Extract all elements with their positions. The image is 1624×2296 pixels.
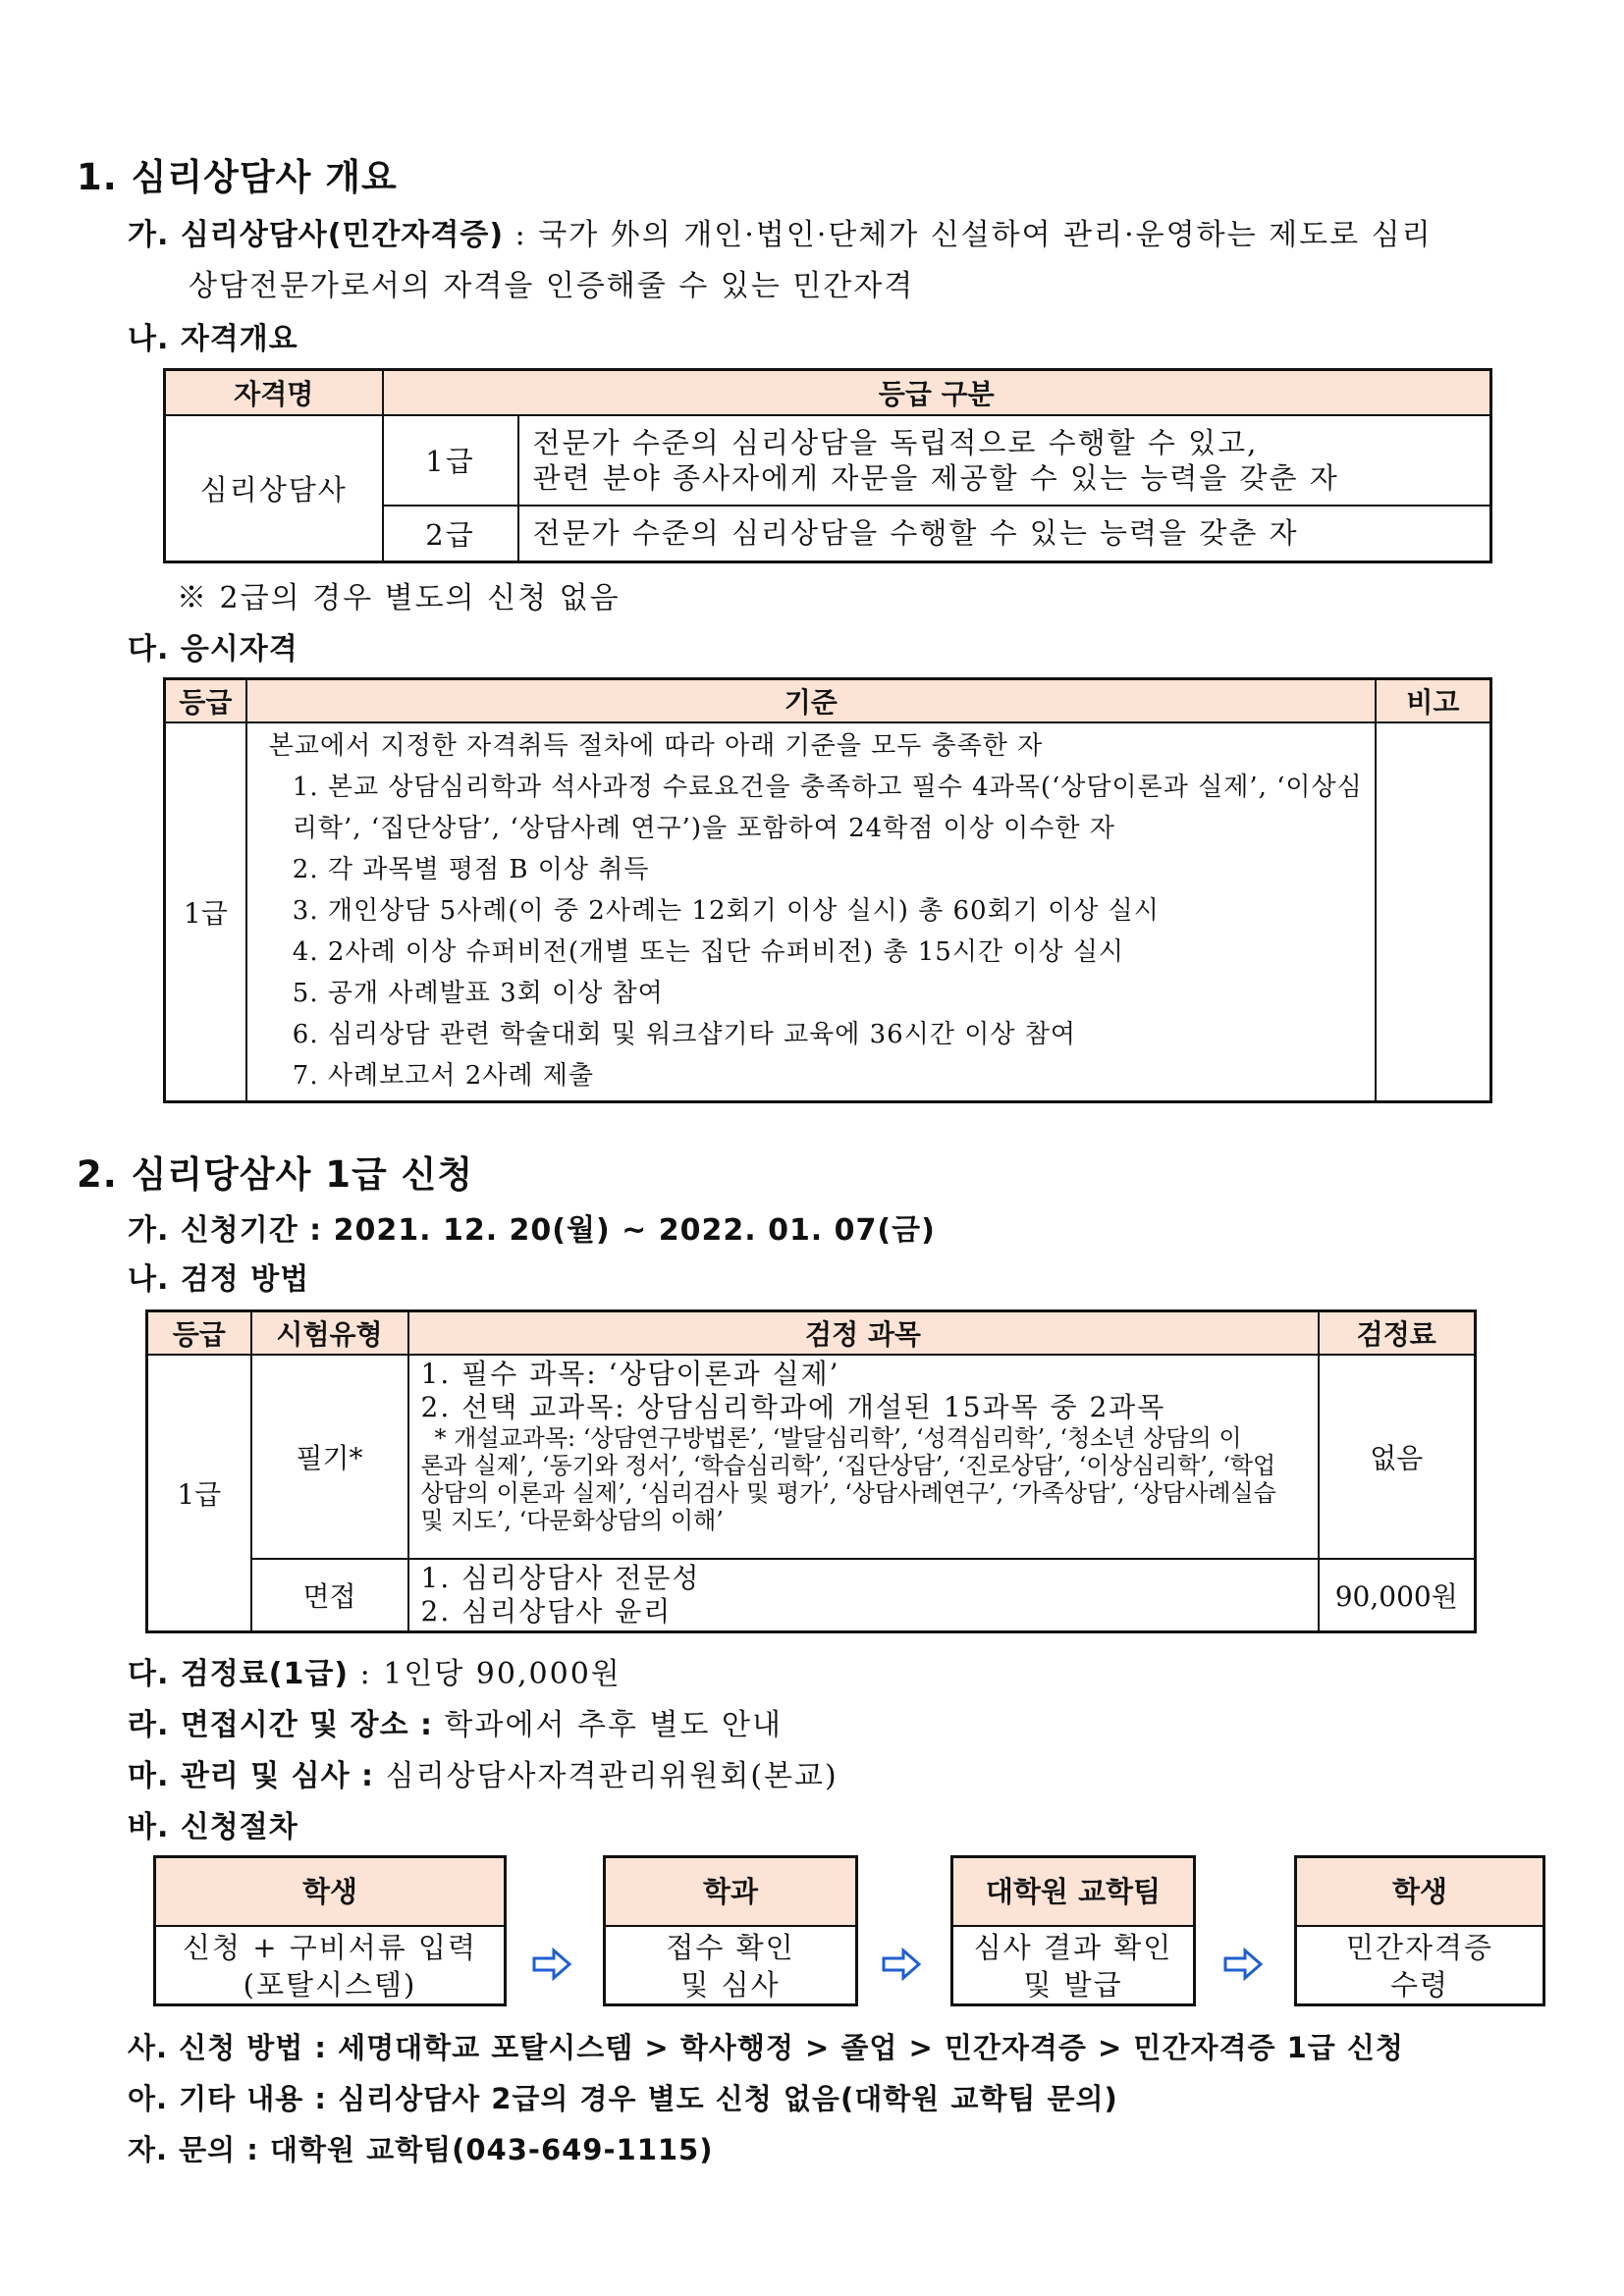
interview-info-label: 라. 면접시간 및 장소 :: [128, 1708, 434, 1742]
interview-exam-fee: 90,000원: [1319, 1559, 1476, 1632]
grade-1-desc-line-2: 관련 분야 종사자에게 자문을 제공할 수 있는 능력을 갖춘 자: [532, 460, 1339, 495]
contact-info: 자. 문의 : 대학원 교학팀(043-649-1115): [128, 2133, 714, 2166]
flow-step-3: [950, 1855, 1196, 2006]
grade-2-cell: 2급: [383, 506, 518, 562]
flow-step-3-title: 대학원 교학팀: [953, 1858, 1193, 1927]
written-subject-2: 2. 선택 교과목: 상담심리학과에 개설된 15과목 중 2과목: [420, 1390, 1166, 1423]
other-info: 아. 기타 내용 : 심리상담사 2급의 경우 별도 신청 없음(대학원 교학팀 문의): [128, 2082, 1118, 2115]
item-ga: [128, 210, 1433, 253]
criteria-item-2: 2. 각 과목별 평점 B 이상 취득: [292, 854, 650, 884]
criteria-item-1a: 1. 본교 상담심리학과 석사과정 수료요건을 충족하고 필수 4과목(‘상담이론과 실제’, ‘이상심: [292, 772, 1363, 802]
criteria-item-6: 6. 심리상담 관련 학술대회 및 워크샵기타 교육에 36시간 이상 참여: [292, 1019, 1076, 1049]
qualification-overview-table: [163, 368, 1492, 563]
qualification-name-cell: 심리상담사: [165, 415, 383, 562]
criteria-item-1b: 리학’, ‘집단상담’, ‘상담사례 연구’)을 포함하여 24학점 이상 이수한 자: [292, 813, 1115, 843]
flow-step-3-line-2: 및 발급: [1023, 1968, 1123, 2002]
eligibility-criteria-cell: [246, 722, 1376, 1102]
table-header-exam-fee: 검정료: [1319, 1311, 1476, 1355]
flow-step-4-title: 학생: [1297, 1858, 1543, 1927]
written-subject-1: 1. 필수 과목: ‘상담이론과 실제’: [420, 1357, 840, 1390]
eligibility-remarks-cell: [1376, 722, 1491, 1102]
section-2-title: 2. 심리당삼사 1급 신청: [77, 1153, 474, 1196]
flow-step-1: [153, 1855, 507, 2006]
interview-subject-2: 2. 심리상담사 윤리: [420, 1594, 673, 1628]
criteria-item-4: 4. 2사례 이상 슈퍼비전(개별 또는 집단 슈퍼비전) 총 15시간 이상 실시: [292, 936, 1125, 967]
written-exam-subjects: [408, 1355, 1319, 1559]
written-exam-fee: 없음: [1319, 1355, 1476, 1559]
flow-step-3-line-1: 심사 결과 확인: [973, 1931, 1173, 1964]
interview-info-text: 학과에서 추후 별도 안내: [433, 1708, 783, 1742]
item-interview-info: [128, 1700, 783, 1743]
flow-step-2: [603, 1855, 858, 2006]
criteria-item-7: 7. 사례보고서 2사례 제출: [292, 1060, 594, 1091]
flow-step-2-line-1: 접수 확인: [666, 1931, 795, 1964]
item-ga-continuation: 상담전문가로서의 자격을 인증해줄 수 있는 민간자격: [189, 269, 915, 303]
item-exam-method-label: 나. 검정 방법: [128, 1262, 310, 1297]
item-ga-label: 가. 심리상담사(민간자격증): [128, 218, 505, 252]
table-header-qualification-name: 자격명: [165, 370, 383, 415]
written-exam-type: 필기*: [251, 1355, 408, 1559]
flow-step-4-line-1: 민간자격증: [1345, 1931, 1494, 1964]
grade-1-cell: 1급: [383, 415, 518, 506]
flow-step-1-title: 학생: [156, 1858, 504, 1927]
flow-step-2-title: 학과: [606, 1858, 855, 1927]
criteria-item-5: 5. 공개 사례발표 3회 이상 참여: [292, 978, 664, 1008]
application-period: 가. 신청기간 : 2021. 12. 20(월) ~ 2022. 01. 07(금): [128, 1213, 936, 1248]
exam-method-table: [145, 1309, 1477, 1633]
elective-note-1: * 개설교과목: ‘상담연구방법론’, ‘발달심리학’, ‘성격심리학’, ‘청소년 상담의 이: [434, 1423, 1242, 1452]
flow-arrow-2-icon: [882, 1948, 921, 1981]
interview-subject-1: 1. 심리상담사 전문성: [420, 1561, 701, 1594]
criteria-intro: 본교에서 지정한 자격취득 절차에 따라 아래 기준을 모두 충족한 자: [268, 730, 1044, 761]
flow-step-2-line-2: 및 심사: [680, 1968, 781, 2002]
flow-arrow-1-icon: [532, 1948, 571, 1981]
item-management: [128, 1751, 839, 1794]
exam-fee-label: 다. 검정료(1급): [128, 1657, 350, 1691]
interview-exam-type: 면접: [251, 1559, 408, 1632]
grade-2-note: ※ 2급의 경우 별도의 신청 없음: [177, 581, 621, 615]
eligibility-grade-cell: 1급: [165, 722, 246, 1102]
table-header-grade: 등급: [147, 1311, 251, 1355]
interview-subjects: [408, 1559, 1319, 1632]
section-1-title: 1. 심리상담사 개요: [77, 156, 398, 198]
item-exam-fee: [128, 1649, 622, 1692]
table-header-criteria: 기준: [246, 679, 1376, 722]
grade-1-description: [518, 415, 1491, 506]
table-header-exam-type: 시험유형: [251, 1311, 408, 1355]
item-procedure-label: 바. 신청절차: [128, 1810, 298, 1844]
eligibility-table: [163, 677, 1492, 1103]
flow-arrow-3-icon: [1223, 1948, 1263, 1981]
exam-grade-cell: 1급: [147, 1355, 251, 1632]
elective-note-4: 및 지도’, ‘다문화상담의 이해’: [420, 1506, 724, 1534]
table-header-grade: 등급: [165, 679, 246, 722]
grade-2-description: 전문가 수준의 심리상담을 수행할 수 있는 능력을 갖춘 자: [518, 506, 1491, 562]
item-ga-text: : 국가 外의 개인·법인·단체가 신설하여 관리·운영하는 제도로 심리: [504, 218, 1433, 252]
table-header-remarks: 비고: [1376, 679, 1491, 722]
exam-fee-text: : 1인당 90,000원: [349, 1657, 622, 1691]
grade-1-desc-line-1: 전문가 수준의 심리상담을 독립적으로 수행할 수 있고,: [532, 425, 1259, 459]
elective-note-2: 론과 실제’, ‘동기와 정서’, ‘학습심리학’, ‘집단상담’, ‘진로상담’, ‘이상심리학’, ‘학업: [420, 1451, 1276, 1479]
flow-step-4: [1294, 1855, 1545, 2006]
flow-step-1-line-1: 신청 + 구비서류 입력: [182, 1931, 478, 1964]
table-header-grade-division: 등급 구분: [383, 370, 1491, 415]
table-header-exam-subjects: 검정 과목: [408, 1311, 1319, 1355]
management-label: 마. 관리 및 심사 :: [128, 1759, 375, 1793]
management-text: 심리상담사자격관리위원회(본교): [374, 1759, 839, 1793]
flow-step-1-line-2: (포탈시스템): [243, 1968, 417, 2002]
item-da-label: 다. 응시자격: [128, 632, 298, 667]
elective-note-3: 상담의 이론과 실제’, ‘심리검사 및 평가’, ‘상담사례연구’, ‘가족상담’, ‘상담사례실습: [420, 1478, 1276, 1507]
flow-step-4-line-2: 수령: [1389, 1968, 1450, 2002]
criteria-item-3: 3. 개인상담 5사례(이 중 2사례는 12회기 이상 실시) 총 60회기 이상 실시: [292, 895, 1160, 926]
item-na-label: 나. 자격개요: [128, 322, 298, 356]
application-method: 사. 신청 방법 : 세명대학교 포탈시스템 > 학사행정 > 졸업 > 민간자격증 > 민간자격증 1급 신청: [128, 2031, 1404, 2064]
